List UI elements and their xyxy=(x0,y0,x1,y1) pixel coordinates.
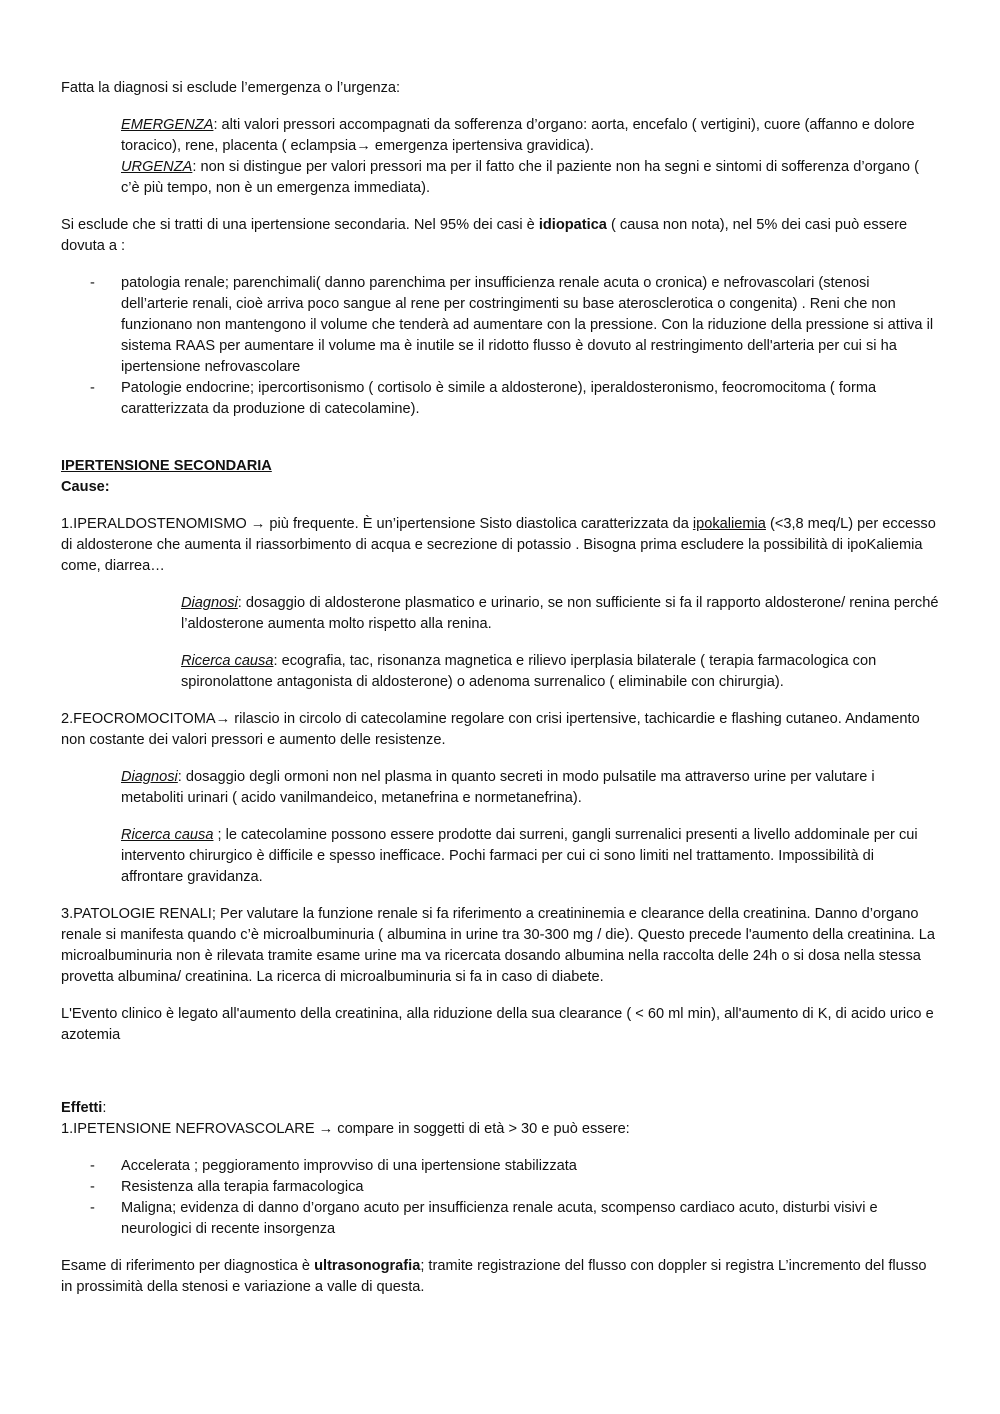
emergenza-term: EMERGENZA xyxy=(121,117,214,133)
diagnosi-text: : dosaggio di aldosterone plasmatico e urinario, se non sufficiente si fa il rapporto aldosterone/ renina perché l’aldosterone aumenta molto rispetto alla renina. xyxy=(181,595,939,632)
diagnosi-text: : dosaggio degli ormoni non nel plasma in quanto secreti in modo pulsatile ma attraverso urine per valutare i metaboliti urinari ( acido vanilmandeico, metanefrina e normetanefrina). xyxy=(121,769,875,806)
esame-pre: Esame di riferimento per diagnostica è xyxy=(61,1258,315,1274)
secondaria-intro-post: ( causa non nota), nel 5% dei casi può essere dovuta a : xyxy=(61,217,908,254)
dash-bullet: - xyxy=(90,380,95,396)
ipokaliemia-term: ipokaliemia xyxy=(692,516,766,532)
document-page xyxy=(61,78,939,1298)
dash-bullet: - xyxy=(90,1158,95,1174)
section-title: IPERTENSIONE SECONDARIA xyxy=(61,458,272,474)
urgenza-term: URGENZA xyxy=(121,159,193,175)
c1-mid: più frequente. È un’ipertensione Sisto diastolica caratterizzata da xyxy=(265,516,693,532)
emergenza-text-2: emergenza ipertensiva gravidica). xyxy=(370,138,594,154)
emergenza-paragraph xyxy=(121,115,939,157)
esame-post: ; tramite registrazione del flusso con doppler si registra L’incremento del flusso in prossimità della stenosi e variazione a valle di questa. xyxy=(61,1258,927,1295)
diagnosi-term: Diagnosi xyxy=(181,595,238,611)
effetti-title: Effetti xyxy=(61,1100,103,1116)
c2-diagnosi-paragraph xyxy=(121,767,939,809)
dash-bullet: - xyxy=(90,1200,95,1216)
ricerca-causa-text: : ecografia, tac, risonanza magnetica e rilievo iperplasia bilaterale ( terapia farmacologica con spironolattone antagonista di aldosterone) o adenoma surrenalico ( eliminabile con chirurgia). xyxy=(181,653,877,690)
urgenza-text: : non si distingue per valori pressori ma per il fatto che il paziente non ha segni e sintomi di sofferenza d’organo ( c’è più tempo, non è un emergenza immediata). xyxy=(121,159,919,196)
iperaldosteronismo-paragraph xyxy=(61,514,939,577)
list-item-text: Patologie endocrine; ipercortisonismo ( cortisolo è simile a aldosterone), iperaldosteronismo, feocromocitoma ( forma caratterizzata da produzione di catecolamine). xyxy=(121,380,877,417)
evento-clinico-paragraph: L'Evento clinico è legato all'aumento della creatinina, alla riduzione della sua clearance ( < 60 ml min), all'aumento di K, di acido urico e azotemia xyxy=(61,1006,934,1043)
cause-list xyxy=(61,273,939,420)
effetti-list xyxy=(61,1156,939,1240)
list-item-text: Maligna; evidenza di danno d’organo acuto per insufficienza renale acuta, scompenso cardiaco acuto, disturbi visivi e neurologici di recente insorgenza xyxy=(121,1200,878,1237)
c1-pre: 1.IPERALDOSTENOMISMO xyxy=(61,516,251,532)
idiopatica-term: idiopatica xyxy=(538,217,607,233)
ultrasonografia-term: ultrasonografia xyxy=(314,1258,421,1274)
urgenza-paragraph xyxy=(121,157,939,199)
arrow-icon: → xyxy=(250,516,266,532)
ricerca-causa-term: Ricerca causa xyxy=(181,653,274,669)
arrow-icon: → xyxy=(215,711,231,727)
list-item-text: Resistenza alla terapia farmacologica xyxy=(121,1179,364,1195)
list-item xyxy=(61,273,939,378)
nefrovascolare-line xyxy=(61,1119,939,1140)
dash-bullet: - xyxy=(90,275,95,291)
effetti-line-post: compare in soggetti di età > 30 e può essere: xyxy=(333,1121,630,1137)
esame-paragraph xyxy=(61,1256,939,1298)
effetti-colon: : xyxy=(102,1100,107,1116)
dash-bullet: - xyxy=(90,1179,95,1195)
patologie-renali-paragraph: 3.PATOLOGIE RENALI; Per valutare la funzione renale si fa riferimento a creatininemia e clearance della creatinina. Danno d’organo renale si manifesta quando c’è microalbuminuria ( albumina in urine tra 30-300 mg / die). Questo precede l'aumento della creatinina. La microalbuminuria non è rilevata tramite esame urine ma va ricercata dosando albumina nella raccolta delle 24h o si dosa nella stessa provetta albumina/ creatinina. La ricerca di microalbuminuria si fa in caso di diabete. xyxy=(61,906,936,985)
list-item-text: patologia renale; parenchimali( danno parenchima per insufficienza renale acuta o cronica) e nefrovascolari (stenosi dell’arterie renali, cioè arriva poco sangue al rene per costringimenti su base aterosclerotica o congenita) . Reni che non funzionano non mantengono il volume che tenderà ad aumentare con la pressione. Con la riduzione della pressione si attiva il sistema RAAS per aumentare il volume ma è inutile se il ridotto flusso è dovuto al restringimento dell'arteria per cui si ha ipertensione nefrovascolare xyxy=(121,275,934,375)
ricerca-causa-term: Ricerca causa xyxy=(121,827,214,843)
arrow-icon: → xyxy=(318,1121,334,1137)
ricerca-causa-text: ; le catecolamine possono essere prodotte dai surreni, gangli surrenalici presenti a livello addominale per cui intervento chirurgico è difficile e spesso inefficace. Pochi farmaci per cui ci sono limiti nel trattamento. Impossibilità di affrontare gravidanza. xyxy=(121,827,918,885)
c1-diagnosi-paragraph xyxy=(181,593,939,635)
arrow-icon: → xyxy=(356,138,371,154)
effetti-line-pre: 1.IPETENSIONE NEFROVASCOLARE xyxy=(61,1121,319,1137)
list-item xyxy=(61,1177,939,1198)
emergenza-text-1: : alti valori pressori accompagnati da sofferenza d’organo: aorta, encefalo ( vertigini), cuore (affanno e dolore toracico), rene, placenta ( eclampsia xyxy=(121,117,915,154)
intro-paragraph: Fatta la diagnosi si esclude l’emergenza o l’urgenza: xyxy=(61,80,401,96)
c1-ricerca-paragraph xyxy=(181,651,939,693)
c2-post: rilascio in circolo di catecolamine regolare con crisi ipertensive, tachicardie e flashing cutaneo. Andamento non costante dei valori pressori e aumento delle resistenze. xyxy=(61,711,920,748)
feocromocitoma-paragraph xyxy=(61,709,939,751)
list-item xyxy=(61,1156,939,1177)
cause-heading: Cause: xyxy=(61,479,110,495)
secondaria-intro-pre: Si esclude che si tratti di una ipertensione secondaria. Nel 95% dei casi è xyxy=(61,217,539,233)
list-item xyxy=(61,1198,939,1240)
effetti-block xyxy=(61,1098,939,1140)
list-item xyxy=(61,378,939,420)
diagnosi-term: Diagnosi xyxy=(121,769,178,785)
secondaria-intro-paragraph xyxy=(61,215,939,257)
emergenza-urgenza-block xyxy=(121,115,939,199)
list-item-text: Accelerata ; peggioramento improvviso di una ipertensione stabilizzata xyxy=(121,1158,577,1174)
c2-ricerca-paragraph xyxy=(121,825,939,888)
section-heading-block xyxy=(61,456,939,498)
c1-post: (<3,8 meq/L) per eccesso di aldosterone che aumenta il riassorbimento di acqua e secrezione di potassio . Bisogna prima escludere la possibilità di ipoKaliemia come, diarrea… xyxy=(61,516,936,574)
c2-pre: 2.FEOCROMOCITOMA xyxy=(61,711,216,727)
effetti-heading xyxy=(61,1098,939,1119)
